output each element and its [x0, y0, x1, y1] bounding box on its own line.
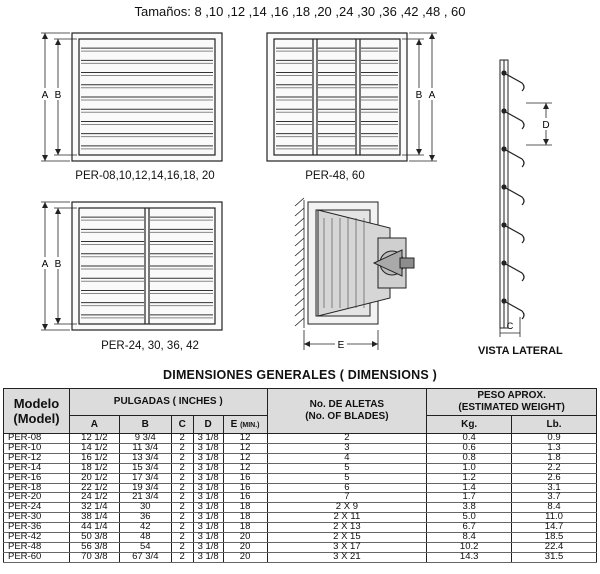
cell-c: 2 — [171, 523, 193, 533]
dim-c-label: C — [506, 321, 514, 331]
cell-c: 2 — [171, 503, 193, 513]
cell-model: PER-42 — [4, 533, 70, 543]
cell-e: 20 — [223, 533, 267, 543]
dimensions-table — [3, 388, 597, 563]
cell-c: 2 — [171, 513, 193, 523]
dim-b-label: B — [54, 259, 62, 270]
cell-blades: 2 X 13 — [267, 523, 427, 533]
shutter-drawing-single — [40, 28, 230, 168]
cell-blades: 3 X 21 — [267, 552, 427, 562]
sizes-title: Tamaños: 8 ,10 ,12 ,14 ,16 ,18 ,20 ,24 ,30 ,36 ,42 ,48 , 60 — [134, 4, 466, 19]
cell-a: 50 3/8 — [69, 533, 119, 543]
slat-pivot — [502, 299, 506, 303]
cell-lb: 2.2 — [512, 463, 597, 473]
cell-e: 20 — [223, 542, 267, 552]
header-model-es: Modelo — [13, 396, 60, 411]
dim-a-label: A — [41, 90, 49, 101]
cell-lb: 8.4 — [512, 503, 597, 513]
cell-b: 13 3/4 — [119, 453, 171, 463]
cell-d: 3 1/8 — [193, 463, 223, 473]
cell-d: 3 1/8 — [193, 473, 223, 483]
cell-c: 2 — [171, 443, 193, 453]
cell-d: 3 1/8 — [193, 434, 223, 444]
cell-d: 3 1/8 — [193, 493, 223, 503]
header-e-letter: E — [230, 419, 238, 430]
fan-install-drawing — [290, 188, 430, 358]
cell-model: PER-20 — [4, 493, 70, 503]
cell-a: 24 1/2 — [69, 493, 119, 503]
cell-b: 21 3/4 — [119, 493, 171, 503]
cell-a: 18 1/2 — [69, 463, 119, 473]
cell-model: PER-12 — [4, 453, 70, 463]
cell-kg: 10.2 — [427, 542, 512, 552]
header-a: A — [69, 416, 119, 434]
cell-d: 3 1/8 — [193, 542, 223, 552]
cell-lb: 0.9 — [512, 434, 597, 444]
slat-pivot — [502, 147, 506, 151]
dim-a-label: A — [41, 259, 49, 270]
cell-model: PER-08 — [4, 434, 70, 444]
header-d: D — [193, 416, 223, 434]
table-body — [4, 434, 597, 563]
cell-blades: 5 — [267, 473, 427, 483]
dim-a-label: A — [428, 90, 436, 101]
cell-e: 12 — [223, 463, 267, 473]
cell-b: 9 3/4 — [119, 434, 171, 444]
header-e-min: (MIN.) — [240, 422, 260, 429]
slat-pivot — [502, 109, 506, 113]
cell-kg: 1.4 — [427, 483, 512, 493]
cell-c: 2 — [171, 552, 193, 562]
cell-e: 12 — [223, 453, 267, 463]
cell-blades: 7 — [267, 493, 427, 503]
header-model-en: (Model) — [13, 411, 60, 426]
header-lb: Lb. — [512, 416, 597, 434]
cell-lb: 2.6 — [512, 473, 597, 483]
header-weight-es: PESO APROX. — [477, 390, 546, 401]
header-blades — [267, 389, 427, 434]
cell-d: 3 1/8 — [193, 552, 223, 562]
cell-kg: 0.4 — [427, 434, 512, 444]
cell-a: 56 3/8 — [69, 542, 119, 552]
cell-kg: 3.8 — [427, 503, 512, 513]
cell-model: PER-18 — [4, 483, 70, 493]
shutter-drawing-double — [40, 197, 230, 337]
cell-model: PER-36 — [4, 523, 70, 533]
cell-kg: 5.0 — [427, 513, 512, 523]
cell-kg: 0.6 — [427, 443, 512, 453]
cell-a: 20 1/2 — [69, 473, 119, 483]
cell-c: 2 — [171, 533, 193, 543]
cell-a: 44 1/4 — [69, 523, 119, 533]
cell-model: PER-48 — [4, 542, 70, 552]
cell-a: 16 1/2 — [69, 453, 119, 463]
cell-a: 12 1/2 — [69, 434, 119, 444]
fig2-caption: PER-48, 60 — [305, 170, 365, 182]
cell-kg: 6.7 — [427, 523, 512, 533]
cell-lb: 14.7 — [512, 523, 597, 533]
cell-model: PER-30 — [4, 513, 70, 523]
cell-b: 15 3/4 — [119, 463, 171, 473]
cell-model: PER-60 — [4, 552, 70, 562]
side-view-caption: VISTA LATERAL — [478, 345, 563, 357]
dim-b-label: B — [415, 90, 423, 101]
cell-b: 17 3/4 — [119, 473, 171, 483]
cell-blades: 4 — [267, 453, 427, 463]
cell-c: 2 — [171, 434, 193, 444]
header-kg: Kg. — [427, 416, 512, 434]
slat-pivot — [502, 71, 506, 75]
cell-kg: 1.0 — [427, 463, 512, 473]
cell-blades: 2 X 9 — [267, 503, 427, 513]
cell-model: PER-14 — [4, 463, 70, 473]
cell-d: 3 1/8 — [193, 533, 223, 543]
cell-lb: 1.3 — [512, 443, 597, 453]
cell-b: 54 — [119, 542, 171, 552]
dim-e-label: E — [337, 340, 345, 351]
header-blades-en: (No. OF BLADES) — [305, 411, 389, 422]
cell-model: PER-24 — [4, 503, 70, 513]
header-weight — [427, 389, 597, 416]
cell-c: 2 — [171, 473, 193, 483]
cell-model: PER-10 — [4, 443, 70, 453]
cell-kg: 14.3 — [427, 552, 512, 562]
fig3-caption: PER-24, 30, 36, 42 — [101, 340, 199, 352]
cell-blades: 3 X 17 — [267, 542, 427, 552]
cell-c: 2 — [171, 542, 193, 552]
cell-d: 3 1/8 — [193, 503, 223, 513]
slat-pivot — [502, 185, 506, 189]
cell-b: 42 — [119, 523, 171, 533]
fig1-caption: PER-08,10,12,14,16,18, 20 — [75, 170, 215, 182]
cell-e: 16 — [223, 493, 267, 503]
cell-e: 12 — [223, 434, 267, 444]
cell-b: 36 — [119, 513, 171, 523]
table-row — [4, 552, 597, 562]
cell-c: 2 — [171, 493, 193, 503]
cell-blades: 2 X 15 — [267, 533, 427, 543]
cell-kg: 0.8 — [427, 453, 512, 463]
cell-c: 2 — [171, 453, 193, 463]
cell-kg: 8.4 — [427, 533, 512, 543]
cell-lb: 11.0 — [512, 513, 597, 523]
cell-blades: 2 — [267, 434, 427, 444]
cell-d: 3 1/8 — [193, 453, 223, 463]
cell-a: 22 1/2 — [69, 483, 119, 493]
header-c: C — [171, 416, 193, 434]
cell-kg: 1.2 — [427, 473, 512, 483]
cell-blades: 2 X 11 — [267, 513, 427, 523]
cell-e: 18 — [223, 523, 267, 533]
cell-d: 3 1/8 — [193, 523, 223, 533]
cell-a: 32 1/4 — [69, 503, 119, 513]
cell-lb: 1.8 — [512, 453, 597, 463]
header-inches: PULGADAS ( INCHES ) — [69, 389, 267, 416]
cell-e: 20 — [223, 552, 267, 562]
slat-pivot — [502, 261, 506, 265]
cell-d: 3 1/8 — [193, 443, 223, 453]
header-e — [223, 416, 267, 434]
cell-lb: 18.5 — [512, 533, 597, 543]
cell-lb: 3.1 — [512, 483, 597, 493]
cell-d: 3 1/8 — [193, 513, 223, 523]
slat-pivot — [502, 223, 506, 227]
header-model — [4, 389, 70, 434]
cell-model: PER-16 — [4, 473, 70, 483]
cell-a: 38 1/4 — [69, 513, 119, 523]
side-view-drawing — [478, 55, 558, 340]
cell-blades: 6 — [267, 483, 427, 493]
dim-b-label: B — [54, 90, 62, 101]
cell-blades: 5 — [267, 463, 427, 473]
cell-lb: 31.5 — [512, 552, 597, 562]
cell-b: 67 3/4 — [119, 552, 171, 562]
cell-e: 16 — [223, 473, 267, 483]
cell-c: 2 — [171, 463, 193, 473]
cell-a: 70 3/8 — [69, 552, 119, 562]
header-weight-en: (ESTIMATED WEIGHT) — [458, 402, 565, 413]
cell-e: 16 — [223, 483, 267, 493]
cell-b: 19 3/4 — [119, 483, 171, 493]
cell-b: 48 — [119, 533, 171, 543]
dimensions-title: DIMENSIONES GENERALES ( DIMENSIONS ) — [163, 368, 437, 382]
cell-e: 12 — [223, 443, 267, 453]
cell-a: 14 1/2 — [69, 443, 119, 453]
cell-b: 30 — [119, 503, 171, 513]
cell-lb: 3.7 — [512, 493, 597, 503]
header-b: B — [119, 416, 171, 434]
header-blades-es: No. DE ALETAS — [309, 399, 385, 410]
cell-c: 2 — [171, 483, 193, 493]
cell-e: 18 — [223, 503, 267, 513]
cell-e: 18 — [223, 513, 267, 523]
dim-d-label: D — [542, 120, 550, 131]
shutter-drawing-triple — [262, 28, 452, 168]
cell-kg: 1.7 — [427, 493, 512, 503]
cell-b: 11 3/4 — [119, 443, 171, 453]
cell-lb: 22.4 — [512, 542, 597, 552]
cell-d: 3 1/8 — [193, 483, 223, 493]
cell-blades: 3 — [267, 443, 427, 453]
